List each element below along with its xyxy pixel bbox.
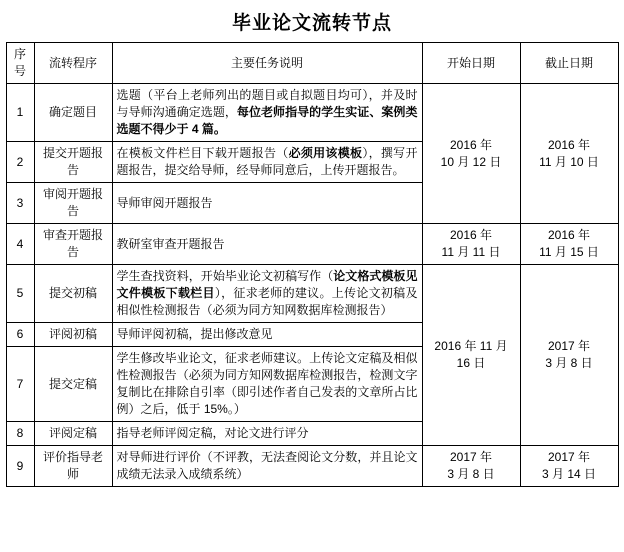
- row-desc: 学生修改毕业论文，征求老师建议。上传论文定稿及相似性检测报告（必须为同方知网数据库检测报告，检测文字复制比在排除自引率（即引述作者自己发表的文章所占比例）之后，低于 15%。）: [112, 347, 422, 422]
- row-step: 审阅开题报告: [34, 183, 112, 224]
- table-body: [6, 84, 618, 487]
- row-no: 9: [6, 446, 34, 487]
- row-desc: 学生查找资料，开始毕业论文初稿写作（论文格式模板见文件模板下载栏目），征求老师的建议。上传论文初稿及相似性检测报告（必须为同方知网数据库检测报告）: [112, 265, 422, 323]
- row-no: 1: [6, 84, 34, 142]
- start-date-line2: 16 日: [456, 356, 486, 370]
- flow-nodes-table: [6, 42, 619, 487]
- column-header-no-line1: 序: [13, 47, 26, 61]
- row-step: 提交开题报告: [34, 142, 112, 183]
- table-row: [6, 446, 618, 487]
- row-end-date: [520, 84, 618, 224]
- start-date-line1: 2017 年: [449, 450, 493, 464]
- row-end-date: [520, 446, 618, 487]
- end-date-line2: 11 月 15 日: [539, 245, 599, 259]
- start-date-line1: 2016 年: [449, 137, 493, 152]
- row-desc: 选题（平台上老师列出的题目或自拟题目均可），并及时与导师沟通确定选题，每位老师指导的学生实证、案例类选题不得少于 4 篇。: [112, 84, 422, 142]
- column-header-no-line2: 号: [13, 64, 26, 78]
- row-start-date: [422, 446, 520, 487]
- start-date-line2: 10 月 12 日: [440, 154, 502, 169]
- row-end-date: [520, 265, 618, 446]
- row-start-date: [422, 224, 520, 265]
- start-date-line2: 11 月 11 日: [441, 245, 501, 259]
- start-date-line1: 2016 年 11 月: [434, 339, 508, 353]
- row-no: 2: [6, 142, 34, 183]
- start-date-line1: 2016 年: [449, 228, 493, 242]
- row-step: 提交初稿: [34, 265, 112, 323]
- row-desc: 教研室审查开题报告: [112, 224, 422, 265]
- row-no: 6: [6, 323, 34, 347]
- column-header-end-date: 截止日期: [520, 43, 618, 84]
- row-step: 评价指导老师: [34, 446, 112, 487]
- row-no: 4: [6, 224, 34, 265]
- column-header-step: 流转程序: [34, 43, 112, 84]
- row-desc: 导师评阅初稿，提出修改意见: [112, 323, 422, 347]
- end-date-line1: 2016 年: [547, 137, 591, 152]
- end-date-line2: 11 月 10 日: [539, 154, 599, 169]
- row-step: 审查开题报告: [34, 224, 112, 265]
- row-no: 5: [6, 265, 34, 323]
- table-header: [6, 43, 618, 84]
- column-header-start-date: 开始日期: [422, 43, 520, 84]
- row-step: 提交定稿: [34, 347, 112, 422]
- row-no: 3: [6, 183, 34, 224]
- page-title: 毕业论文流转节点: [231, 13, 392, 34]
- table-header-row: [6, 43, 618, 84]
- end-date-line2: 3 月 8 日: [545, 356, 593, 370]
- end-date-line1: 2016 年: [547, 228, 591, 242]
- row-end-date: [520, 224, 618, 265]
- table-row: [6, 265, 618, 323]
- end-date-line1: 2017 年: [547, 339, 591, 353]
- table-row: [6, 84, 618, 142]
- column-header-no: [6, 43, 34, 84]
- row-desc: 指导老师评阅定稿，对论文进行评分: [112, 422, 422, 446]
- end-date-line1: 2017 年: [547, 450, 591, 464]
- row-step: 评阅定稿: [34, 422, 112, 446]
- row-desc: 导师审阅开题报告: [112, 183, 422, 224]
- row-no: 8: [6, 422, 34, 446]
- end-date-line2: 3 月 14 日: [541, 467, 597, 481]
- row-start-date: [422, 265, 520, 446]
- row-desc: 在模板文件栏目下载开题报告（必须用该模板），撰写开题报告，提交给导师，经导师同意后，上传开题报告。: [112, 142, 422, 183]
- row-desc: 对导师进行评价（不评教，无法查阅论文分数，并且论文成绩无法录入成绩系统）: [112, 446, 422, 487]
- row-no: 7: [6, 347, 34, 422]
- table-row: [6, 224, 618, 265]
- row-step: 评阅初稿: [34, 323, 112, 347]
- start-date-line2: 3 月 8 日: [447, 467, 495, 481]
- column-header-desc: 主要任务说明: [112, 43, 422, 84]
- row-start-date: [422, 84, 520, 224]
- row-step: 确定题目: [34, 84, 112, 142]
